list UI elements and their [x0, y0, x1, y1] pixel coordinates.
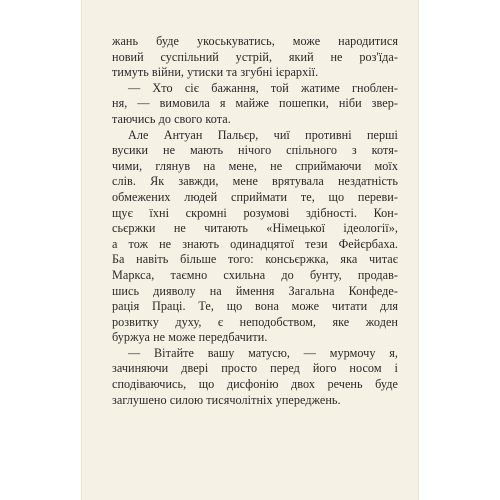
text-line: — Хто сіє бажання, той жатиме гноблен- [128, 80, 398, 95]
text-line: — Вітайте вашу матусю, — мурмочу я, [128, 345, 398, 360]
text-line: обмежених людей сприймати те, що переви- [112, 189, 398, 204]
text-line: Але Антуан Пальєр, чиї противні перші [128, 127, 398, 142]
text-line: таючись до свого кота. [112, 111, 231, 126]
text-line: шись дияволу на ймення Загальна Конфеде- [112, 283, 398, 298]
text-line: сподіваючись, що дисфонію двох речень буде [112, 377, 398, 392]
text-line: щує їхні скромні розумові здібності. Кон- [112, 205, 398, 220]
text-line: ня, — вимовила я майже пошепки, ніби звер- [112, 96, 398, 111]
text-line: сьєржки не читають «Німецької ідеології», [112, 221, 398, 236]
text-line: Ба навіть більше того: консьєржка, яка читає [112, 252, 398, 267]
text-line: Маркса, таємно схильна до бунту, продав- [112, 267, 398, 282]
text-line: тимуть війни, утиски та згубні ієрархії. [112, 65, 319, 80]
text-line: жань буде укоськуватись, може народитися [112, 34, 398, 48]
text-line: розвитку духу, є неподобством, яке жоден [112, 314, 398, 329]
text-line: новий суспільний устрій, який не роз'їда- [112, 49, 398, 64]
text-line: а тож не знають одинадцятої тези Фейєрбаха. [112, 236, 398, 251]
text-line: заглушено силою тисячолітніх упереджень. [112, 392, 341, 407]
text-line: вусики не мають нічого спільного з котя- [112, 143, 398, 158]
text-line: чими, глянув на мене, не сприймаючи моїх [112, 158, 398, 173]
text-line: зачиняючи двері просто перед його носом і [112, 361, 398, 376]
text-line: слів. Як завжди, мене врятувала нездатність [112, 174, 398, 189]
text-line: рація Праці. Те, що вона може читати для [112, 299, 398, 314]
text-line: буржуа не може передбачити. [112, 330, 268, 345]
page-text-block [112, 34, 398, 408]
